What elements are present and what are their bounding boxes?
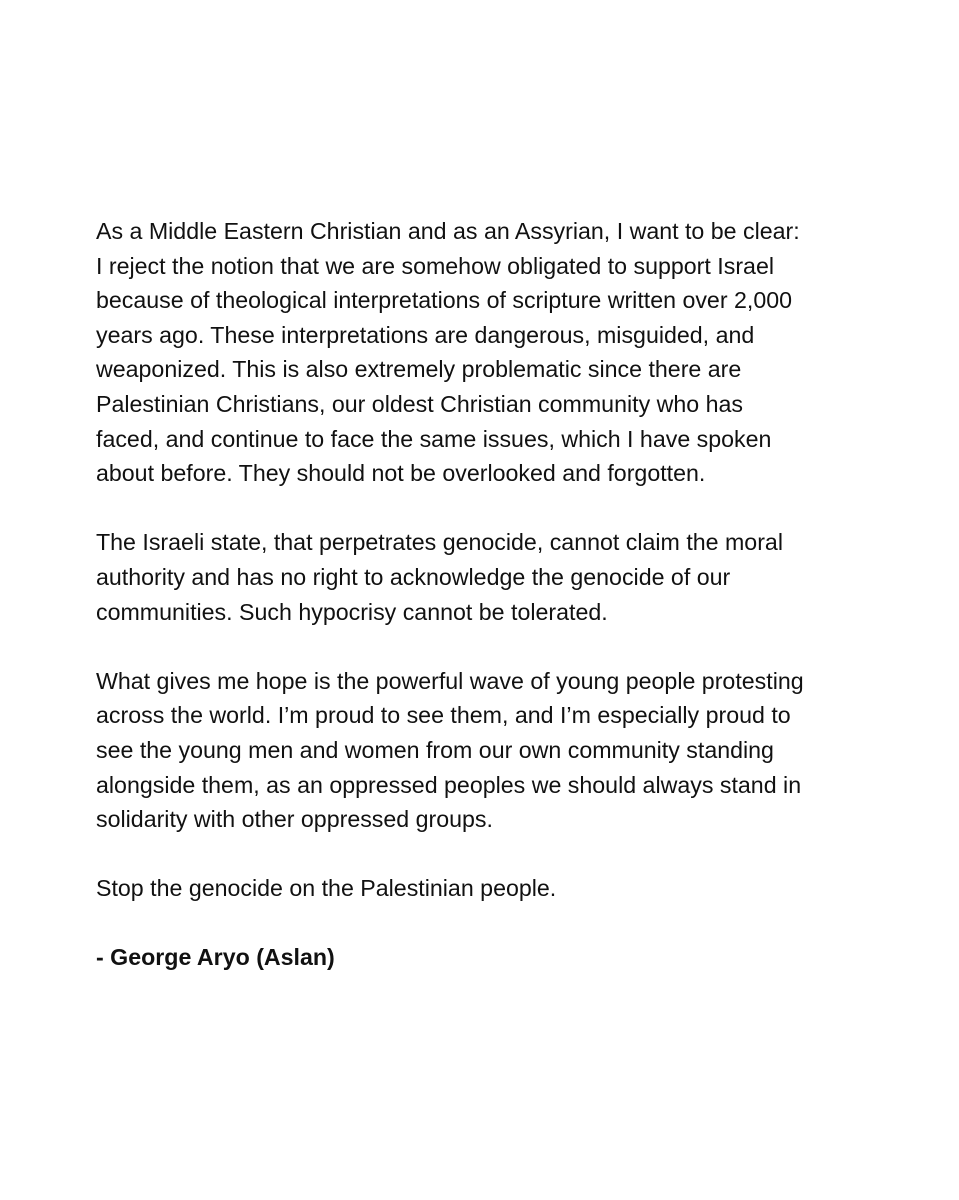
paragraph-line: I reject the notion that we are somehow obligated to support Israel <box>96 252 774 279</box>
paragraph-line: alongside them, as an oppressed peoples we should always stand in <box>96 771 802 798</box>
paragraph-line: years ago. These interpretations are dangerous, misguided, and <box>96 321 755 348</box>
paragraph-2 <box>96 525 886 629</box>
paragraph-line: The Israeli state, that perpetrates genocide, cannot claim the moral <box>96 529 783 556</box>
paragraph-line: What gives me hope is the powerful wave of young people protesting <box>96 667 804 694</box>
paragraph-line: because of theological interpretations of scripture written over 2,000 <box>96 287 793 314</box>
signature-text: - George Aryo (Aslan) <box>96 944 335 971</box>
paragraph-line: authority and has no right to acknowledge the genocide of our <box>96 563 731 590</box>
paragraph-line: communities. Such hypocrisy cannot be tolerated. <box>96 598 608 625</box>
paragraph-line: Stop the genocide on the Palestinian people. <box>96 875 557 902</box>
paragraph-line: weaponized. This is also extremely problematic since there are <box>96 356 742 383</box>
statement-body <box>96 214 886 975</box>
paragraph-line: As a Middle Eastern Christian and as an Assyrian, I want to be clear: <box>96 218 800 244</box>
paragraph-1 <box>96 214 886 491</box>
paragraph-3 <box>96 664 886 837</box>
paragraph-line: solidarity with other oppressed groups. <box>96 806 493 833</box>
signature <box>96 940 886 975</box>
paragraph-line: across the world. I’m proud to see them, and I’m especially proud to <box>96 702 791 729</box>
paragraph-line: faced, and continue to face the same issues, which I have spoken <box>96 425 772 452</box>
paragraph-line: see the young men and women from our own community standing <box>96 736 774 763</box>
paragraph-line: Palestinian Christians, our oldest Christian community who has <box>96 390 743 417</box>
paragraph-4 <box>96 871 886 906</box>
paragraph-line: about before. They should not be overlooked and forgotten. <box>96 460 706 487</box>
